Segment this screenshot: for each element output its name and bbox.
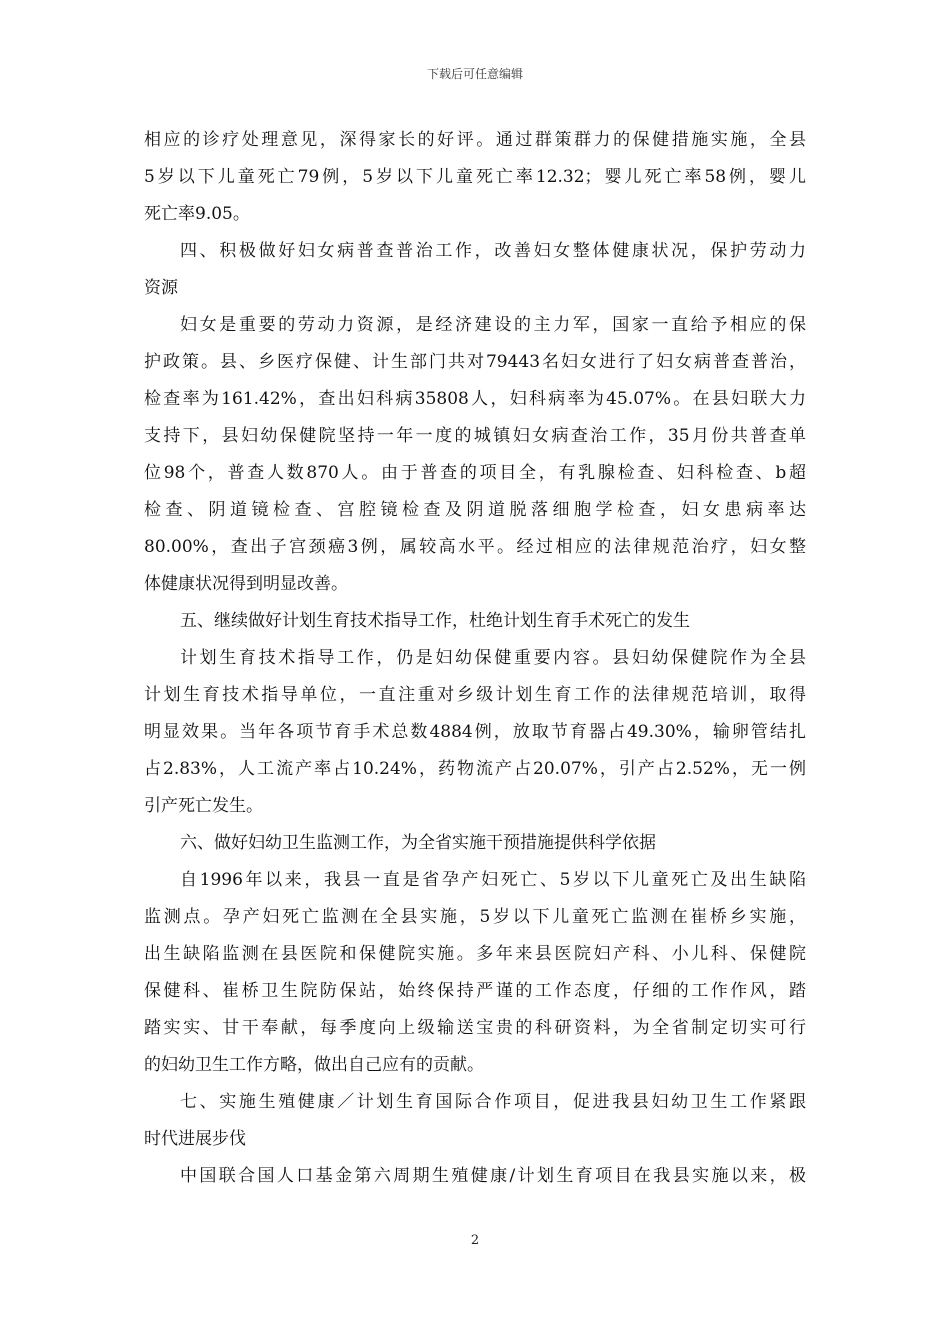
text-line: 计划生育技术指导单位，一直注重对乡级计划生育工作的法律规范培训，取得 [144,685,806,705]
text-line: 占2.83%，人工流产率占10.24%，药物流产占20.07%，引产占2.52%，无一例 [144,759,806,779]
text-line: 五、继续做好计划生育技术指导工作，杜绝计划生育手术死亡的发生 [180,611,690,631]
text-line: 护政策。县、乡医疗保健、计生部门共对79443名妇女进行了妇女病普查普治， [144,352,806,372]
text-line: 资源 [144,278,178,298]
section-heading [144,1084,806,1158]
text-line: 自1996年以来，我县一直是省孕产妇死亡、5岁以下儿童死亡及出生缺陷 [180,870,806,890]
text-line: 死亡率9.05。 [144,204,250,224]
section-heading [144,233,806,307]
text-line: 检查率为161.42%，查出妇科病35808人，妇科病率为45.07%。在县妇联大力 [144,389,806,409]
paragraph [144,862,806,1084]
text-line: 妇女是重要的劳动力资源，是经济建设的主力军，国家一直给予相应的保 [180,315,806,335]
text-line: 支持下，县妇幼保健院坚持一年一度的城镇妇女病查治工作，35月份共普查单 [144,426,806,446]
text-line: 踏实实、甘干奉献，每季度向上级输送宝贵的科研资料，为全省制定切实可行 [144,1018,806,1038]
text-line: 体健康状况得到明显改善。 [144,574,348,594]
paragraph [144,640,806,825]
paragraph [144,122,806,233]
text-line: 检查、阴道镜检查、宫腔镜检查及阴道脱落细胞学检查，妇女患病率达 [144,500,806,520]
text-line: 位98个，普查人数870人。由于普查的项目全，有乳腺检查、妇科检查、b超 [144,463,806,483]
section-heading [144,603,806,640]
text-line: 时代进展步伐 [144,1129,246,1149]
text-line: 明显效果。当年各项节育手术总数4884例，放取节育器占49.30%，输卵管结扎 [144,722,806,742]
text-line: 引产死亡发生。 [144,796,263,816]
text-line: 监测点。孕产妇死亡监测在全县实施，5岁以下儿童死亡监测在崔桥乡实施， [144,907,806,927]
text-line: 的妇幼卫生工作方略，做出自己应有的贡献。 [144,1055,484,1075]
text-line: 中国联合国人口基金第六周期生殖健康/计划生育项目在我县实施以来，极 [180,1166,806,1186]
text-line: 出生缺陷监测在县医院和保健院实施。多年来县医院妇产科、小儿科、保健院 [144,944,806,964]
text-line: 相应的诊疗处理意见，深得家长的好评。通过群策群力的保健措施实施，全县 [144,130,806,150]
paragraph [144,307,806,603]
text-line: 七、实施生殖健康／计划生育国际合作项目，促进我县妇幼卫生工作紧跟 [180,1092,806,1112]
paragraph [144,1158,806,1195]
text-line: 六、做好妇幼卫生监测工作，为全省实施干预措施提供科学依据 [180,833,656,853]
page-number: 2 [470,1233,480,1248]
page-header: 下载后可任意编辑 [426,67,523,81]
text-line: 5岁以下儿童死亡79例，5岁以下儿童死亡率12.32；婴儿死亡率58例，婴儿 [144,167,806,187]
text-line: 保健科、崔桥卫生院防保站，始终保持严谨的工作态度，仔细的工作作风，踏 [144,981,806,1001]
section-heading [144,825,806,862]
document-body [144,122,806,1195]
text-line: 四、积极做好妇女病普查普治工作，改善妇女整体健康状况，保护劳动力 [180,241,806,261]
text-line: 80.00%，查出子宫颈癌3例，属较高水平。经过相应的法律规范治疗，妇女整 [144,537,806,557]
text-line: 计划生育技术指导工作，仍是妇幼保健重要内容。县妇幼保健院作为全县 [180,648,806,668]
